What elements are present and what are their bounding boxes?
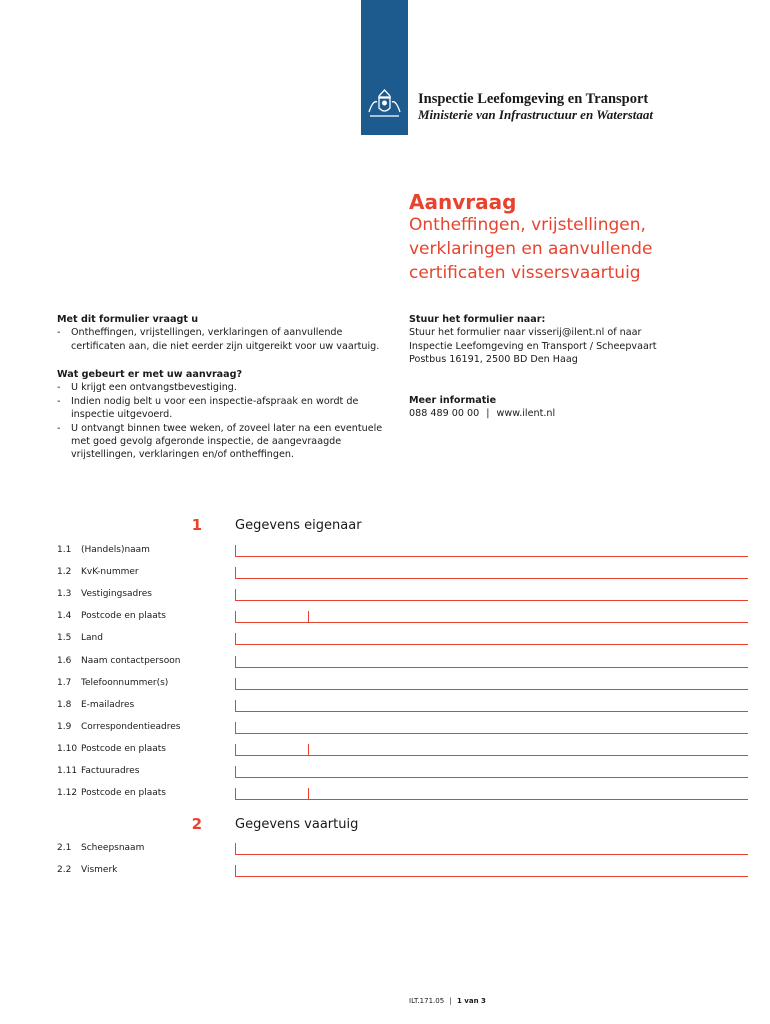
separator: | — [486, 408, 490, 420]
input-field[interactable] — [235, 766, 748, 778]
field-number: 1.9 — [57, 721, 72, 732]
intro-heading: Met dit formulier vraagt u — [57, 314, 199, 325]
field-divider — [308, 611, 309, 622]
logo-bar — [361, 0, 408, 135]
input-field[interactable] — [235, 744, 748, 756]
input-field[interactable] — [235, 589, 748, 601]
process-block — [57, 368, 387, 462]
field-number: 1.2 — [57, 567, 72, 578]
input-field[interactable] — [235, 633, 748, 645]
field-label: Vestigingsadres — [81, 589, 152, 600]
page-number: 1 van 3 — [457, 997, 486, 1005]
website-link[interactable]: www.ilent.nl — [496, 408, 556, 420]
form-row — [0, 545, 770, 559]
form-row — [0, 567, 770, 581]
form-row — [0, 611, 770, 625]
field-label: KvK-nummer — [81, 567, 139, 578]
field-number: 1.7 — [57, 677, 72, 688]
ministry-name: Ministerie van Infrastructuur en Waterstaat — [418, 107, 654, 122]
form-row — [0, 766, 770, 780]
field-label: Land — [81, 633, 103, 644]
form-code: ILT.171.05 — [409, 997, 445, 1005]
input-field[interactable] — [235, 656, 748, 668]
section-number: 1 — [191, 516, 202, 534]
field-number: 1.5 — [57, 633, 72, 644]
field-label: Factuuradres — [81, 766, 140, 776]
field-label: Vismerk — [81, 865, 118, 876]
form-row — [0, 722, 770, 736]
separator: | — [449, 997, 452, 1005]
input-field[interactable] — [235, 567, 748, 579]
page-subtitle — [409, 213, 739, 285]
send-block — [409, 313, 739, 367]
field-label: Postcode en plaats — [81, 743, 166, 754]
input-field[interactable] — [235, 700, 748, 712]
page-title: Aanvraag — [409, 190, 517, 214]
form-row — [0, 678, 770, 692]
page-footer — [409, 997, 486, 1005]
field-label: Postcode en plaats — [81, 788, 166, 799]
field-number: 1.12 — [57, 788, 78, 799]
send-line: Postbus 16191, 2500 BD Den Haag — [409, 354, 578, 366]
subtitle-line: certificaten vissersvaartuig — [409, 263, 641, 283]
coat-of-arms-icon — [365, 86, 404, 120]
subtitle-line: verklaringen en aanvullende — [409, 239, 653, 259]
field-label: Correspondentieadres — [81, 721, 181, 732]
field-label: (Handels)naam — [81, 545, 150, 555]
process-item: - U krijgt een ontvangstbevestiging. — [57, 382, 237, 394]
process-item: - Indien nodig belt u voor een inspectie-afspraak en wordt de inspectie uitgevoerd. — [57, 395, 359, 421]
field-number: 1.4 — [57, 611, 72, 622]
field-number: 1.11 — [57, 766, 78, 776]
form-row — [0, 865, 770, 879]
input-field[interactable] — [235, 865, 748, 877]
more-info-contact — [409, 407, 739, 420]
field-number: 2.2 — [57, 865, 72, 876]
field-label: Postcode en plaats — [81, 611, 166, 622]
input-field[interactable] — [235, 843, 748, 855]
field-label: Naam contactpersoon — [81, 655, 181, 666]
field-label: E-mailadres — [81, 699, 135, 710]
field-label: Scheepsnaam — [81, 843, 145, 853]
field-number: 2.1 — [57, 843, 72, 853]
section-number: 2 — [191, 815, 202, 833]
input-field[interactable] — [235, 611, 748, 623]
form-row — [0, 633, 770, 647]
field-number: 1.10 — [57, 743, 78, 754]
form-row — [0, 744, 770, 758]
input-field[interactable] — [235, 678, 748, 690]
input-field[interactable] — [235, 788, 748, 800]
field-divider — [308, 788, 309, 799]
input-field[interactable] — [235, 722, 748, 734]
field-divider — [308, 744, 309, 755]
form-row — [0, 656, 770, 670]
process-item: - U ontvangt binnen twee weken, of zoveel later na een eventuele met goed gevolg afgeronde inspectie, de aangevraagde vrijstellingen, verklaringen en/of ontheffingen. — [57, 422, 383, 461]
intro-item: - Ontheffingen, vrijstellingen, verklaringen of aanvullende certificaten aan, die niet eerder zijn uitgereikt voor uw vaartuig. — [57, 327, 380, 352]
send-line: Inspectie Leefomgeving en Transport / Scheepvaart — [409, 340, 657, 352]
more-info-heading: Meer informatie — [409, 395, 497, 406]
process-heading: Wat gebeurt er met uw aanvraag? — [57, 369, 243, 380]
field-number: 1.6 — [57, 655, 72, 666]
form-row — [0, 788, 770, 802]
org-name: Inspectie Leefomgeving en Transport — [418, 91, 649, 107]
more-info-block — [409, 394, 739, 421]
form-row — [0, 589, 770, 603]
send-heading: Stuur het formulier naar: — [409, 314, 546, 325]
phone-number: 088 489 00 00 — [409, 408, 480, 420]
section-title: Gegevens eigenaar — [235, 518, 362, 533]
field-number: 1.8 — [57, 699, 72, 710]
field-number: 1.1 — [57, 545, 72, 555]
form-row — [0, 843, 770, 857]
subtitle-line: Ontheffingen, vrijstellingen, — [409, 215, 646, 235]
form-row — [0, 700, 770, 714]
section-title: Gegevens vaartuig — [235, 817, 359, 832]
field-number: 1.3 — [57, 589, 72, 600]
send-line: Stuur het formulier naar visserij@ilent.nl of naar — [409, 327, 642, 339]
intro-block — [57, 313, 397, 353]
input-field[interactable] — [235, 545, 748, 557]
field-label: Telefoonnummer(s) — [81, 677, 169, 688]
